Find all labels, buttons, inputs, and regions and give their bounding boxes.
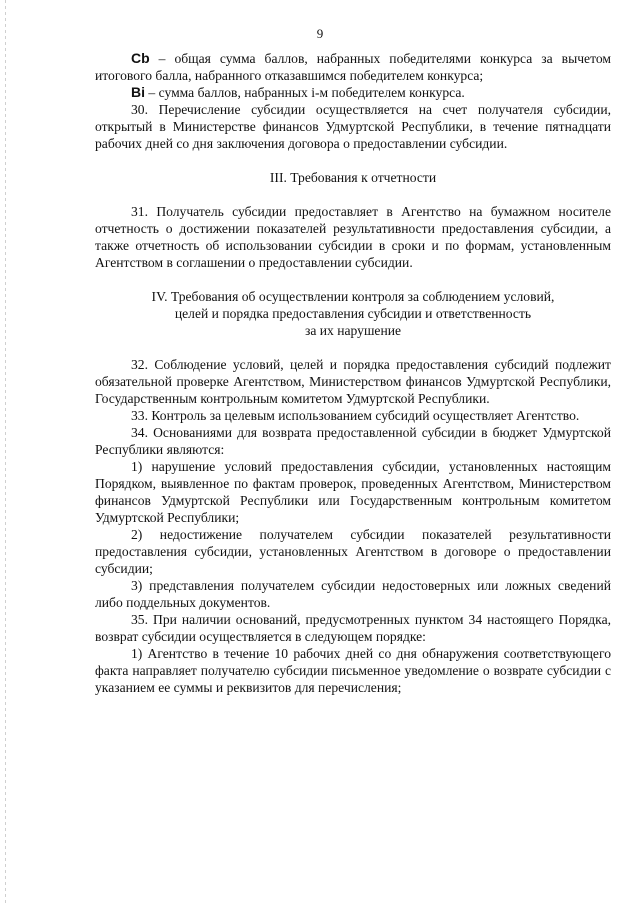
paragraph-30: 30. Перечисление субсидии осуществляется на счет получателя субсидии, открытый в Министерстве финансов Удмуртской Республики, в течение пятнадцати рабочих дней со дня заключения договора о предоставлении субсидии. [95,102,611,151]
section-4-heading-line-1: IV. Требования об осуществлении контроля за соблюдением условий, [151,289,555,304]
symbol-cb: Cb [131,50,150,66]
section-4-heading-line-2: целей и порядка предоставления субсидии и ответственность [174,306,532,321]
paragraph-33: 33. Контроль за целевым использованием субсидий осуществляет Агентство. [131,408,580,423]
paragraph-34-item-3: 3) представления получателем субсидии недостоверных или ложных сведений либо поддельных документов. [95,578,611,610]
paragraph-35-item-1: 1) Агентство в течение 10 рабочих дней со дня обнаружения соответствующего факта направляет получателю субсидии письменное уведомление о возврате субсидии с указанием ее суммы и реквизитов для перечисления; [95,646,611,695]
symbol-bi: Bi [131,84,145,100]
paragraph-32: 32. Соблюдение условий, целей и порядка предоставления субсидий подлежит обязательной проверке Агентством, Министерством финансов Удмуртской Республики, Государственным контрольным комитетом Удмуртской Республики. [95,357,611,406]
section-4-heading-line-3: за их нарушение [304,323,402,338]
paragraph-34-item-1: 1) нарушение условий предоставления субсидии, установленных настоящим Порядком, выявленное по фактам проверок, проведенных Агентством, Министерством финансов Удмуртской Республики или Государственным контрольным комитетом Удмуртской Республики; [95,459,611,525]
document-body [95,50,611,696]
paragraph-31: 31. Получатель субсидии предоставляет в Агентство на бумажном носителе отчетность о достижении показателей результативности предоставления субсидии, а также отчетность об использовании субсидии в сроки и по формам, установленным Агентством в соглашении о предоставлении субсидии. [95,204,611,270]
definition-bi-text: – сумма баллов, набранных i-м победителем конкурса. [145,85,465,100]
scan-edge [5,0,6,905]
paragraph-34-item-2: 2) недостижение получателем субсидии показателей результативности предоставления субсидии, установленных Агентством в договоре о предоставлении субсидии; [95,527,611,576]
section-3-heading: III. Требования к отчетности [269,170,437,185]
definition-cb-text: – общая сумма баллов, набранных победителями конкурса за вычетом итогового балла, набранного отказавшимся победителем конкурса; [95,51,611,83]
definition-cb [95,50,611,84]
page-number: 9 [316,26,324,41]
paragraph-34: 34. Основаниями для возврата предоставленной субсидии в бюджет Удмуртской Республики являются: [95,425,611,457]
paragraph-35: 35. При наличии оснований, предусмотренных пунктом 34 настоящего Порядка, возврат субсидии осуществляется в следующем порядке: [95,612,611,644]
definition-bi [95,84,611,101]
